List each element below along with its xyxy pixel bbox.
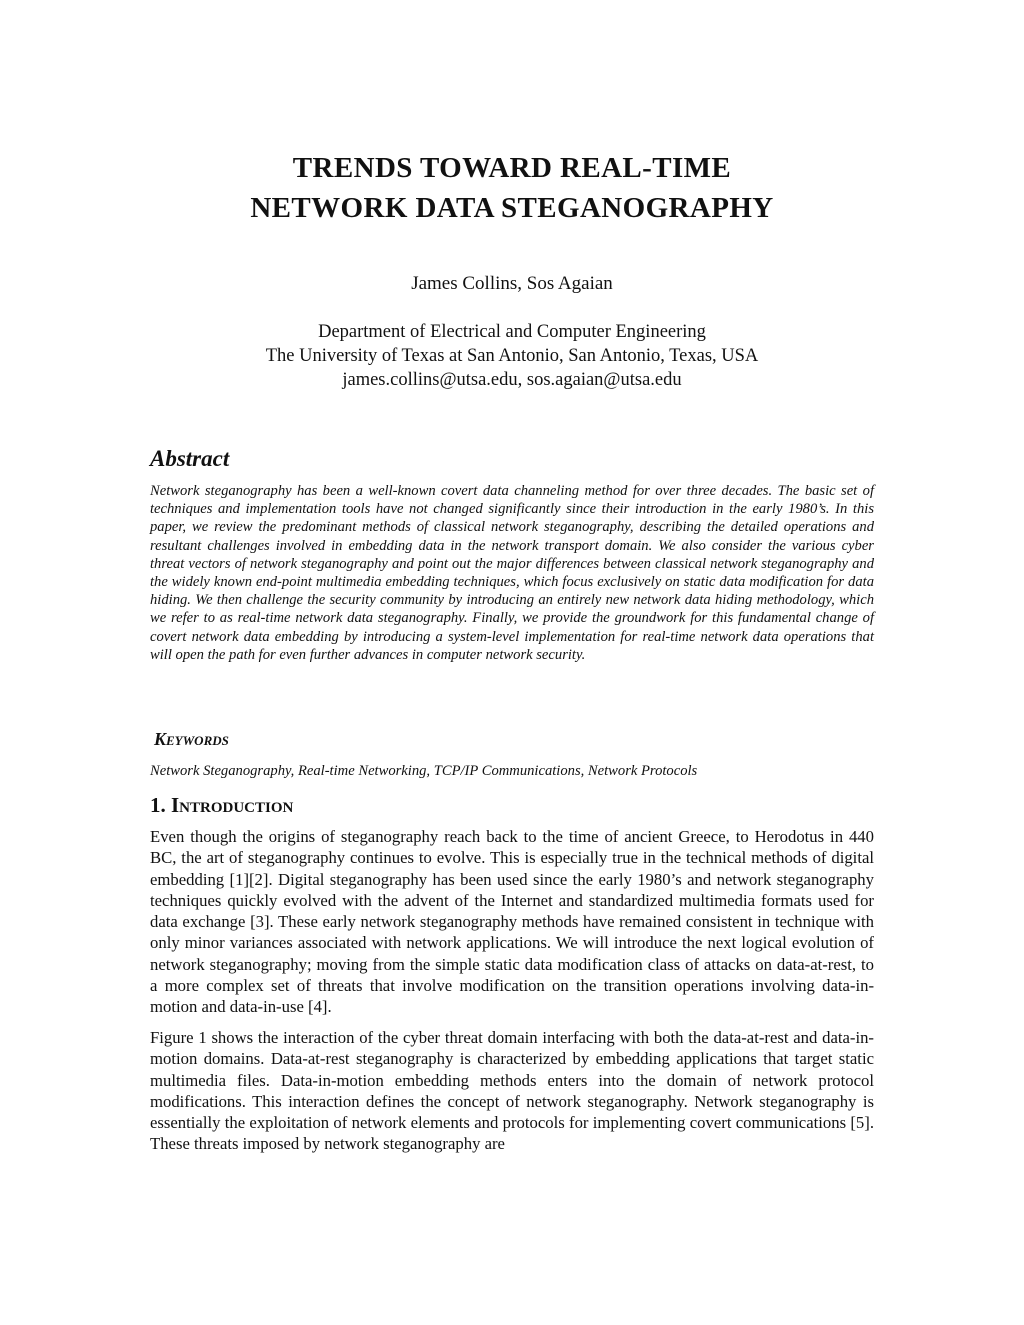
- introduction-heading: 1. Introduction: [150, 793, 294, 817]
- author-emails: james.collins@utsa.edu, sos.agaian@utsa.edu: [342, 370, 682, 390]
- abstract-heading: Abstract: [150, 446, 230, 471]
- affiliation-block: [150, 320, 874, 392]
- authors: James Collins, Sos Agaian: [411, 273, 613, 294]
- title-line-1: TRENDS TOWARD REAL-TIME: [292, 152, 732, 184]
- introduction-paragraph-1: Even though the origins of steganography reach back to the time of ancient Greece, to Herodotus in 440 BC, the art of steganography continues to evolve. This is especially true in the technical methods of digital embedding [1][2]. Digital steganography has been used since the early 1980’s and network steganography techniques quickly evolved with the advent of the Internet and standardized multimedia formats used for data exchange [3]. These early network steganography methods have remained consistent in technique with only minor variances associated with network applications. We will introduce the next logical evolution of network steganography; moving from the simple static data modification class of attacks on data-at-rest, to a more complex set of threats that involve modification on the transition operations involving data-in-motion and data-in-use [4].: [150, 827, 874, 1017]
- introduction-paragraph-2: Figure 1 shows the interaction of the cyber threat domain interfacing with both the data-at-rest and data-in-motion domains. Data-at-rest steganography is characterized by embedding applications that target static multimedia files. Data-in-motion embedding methods enters into the domain of network protocol modifications. This interaction defines the concept of network steganography. Network steganography is essentially the exploitation of network elements and protocols for implementing covert communications [5]. These threats imposed by network steganography are: [150, 1028, 874, 1154]
- affiliation-department: Department of Electrical and Computer Engineering: [318, 322, 706, 342]
- affiliation-university: The University of Texas at San Antonio, San Antonio, Texas, USA: [265, 346, 759, 366]
- abstract-text: Network steganography has been a well-known covert data channeling method for over three decades. The basic set of techniques and implementation tools have not changed significantly since their introduction in the early 1980’s. In this paper, we review the predominant methods of classical network steganography, describing the detailed operations and resultant challenges involved in embedding data in the network transport domain. We also consider the various cyber threat vectors of network steganography and point out the major differences between classical network steganography and the widely known end-point multimedia embedding techniques, which focus exclusively on static data modification for data hiding. We then challenge the security community by introducing an entirely new network data hiding methodology, which we refer to as real-time network data steganography. Finally, we provide the groundwork for this fundamental change of covert network data embedding by introducing a system-level implementation for real-time network data operations that will open the path for even further advances in computer network security.: [150, 483, 874, 663]
- keywords-text: Network Steganography, Real-time Networking, TCP/IP Communications, Network Protocols: [150, 763, 698, 779]
- paper-title: [150, 148, 874, 228]
- keywords-heading: Keywords: [154, 729, 229, 749]
- title-line-2: NETWORK DATA STEGANOGRAPHY: [250, 192, 774, 224]
